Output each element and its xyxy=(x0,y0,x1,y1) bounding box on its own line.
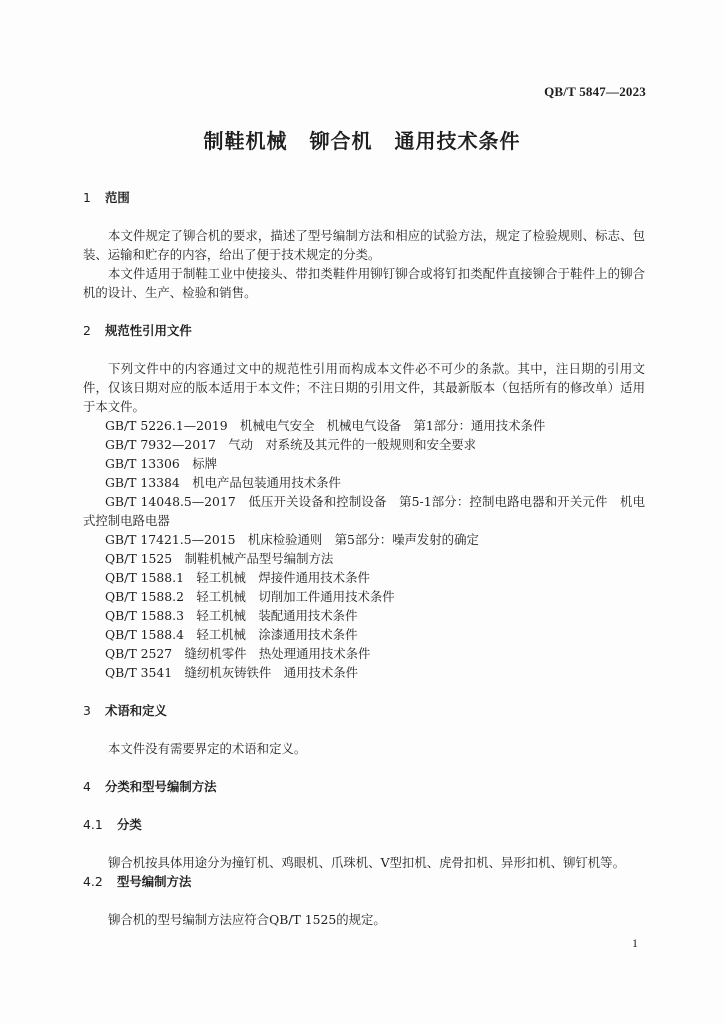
section-number: 3 xyxy=(83,703,91,718)
paragraph: 铆合机的型号编制方法应符合QB/T 1525的规定。 xyxy=(108,912,386,927)
section-3-heading xyxy=(83,701,645,720)
reference-item: QB/T 1588.4 轻工机械 涂漆通用技术条件 xyxy=(105,627,358,642)
reference-item: GB/T 13384 机电产品包装通用技术条件 xyxy=(105,475,341,490)
section-title: 规范性引用文件 xyxy=(105,323,192,338)
reference-item: QB/T 1588.3 轻工机械 装配通用技术条件 xyxy=(105,608,358,623)
subsection-number: 4.1 xyxy=(83,817,103,832)
subsection-4-2-heading xyxy=(83,872,645,891)
section-number: 2 xyxy=(83,323,91,338)
title-part-2: 铆合机 xyxy=(309,129,373,153)
subsection-4-1-heading xyxy=(83,815,645,834)
reference-item: GB/T 13306 标牌 xyxy=(105,456,217,471)
reference-item: GB/T 7932—2017 气动 对系统及其元件的一般规则和安全要求 xyxy=(105,437,477,452)
section-1-heading xyxy=(83,188,645,207)
reference-item: QB/T 3541 缝纫机灰铸铁件 通用技术条件 xyxy=(105,665,359,680)
standard-code: QB/T 5847—2023 xyxy=(544,84,646,99)
title-part-3: 通用技术条件 xyxy=(394,129,521,153)
paragraph: 本文件没有需要界定的术语和定义。 xyxy=(108,741,307,756)
section-number: 1 xyxy=(83,190,91,205)
reference-item: GB/T 17421.5—2015 机床检验通则 第5部分：噪声发射的确定 xyxy=(105,532,479,547)
section-number: 4 xyxy=(83,779,91,794)
section-title: 分类和型号编制方法 xyxy=(105,779,217,794)
subsection-title: 型号编制方法 xyxy=(117,874,192,889)
paragraph: 下列文件中的内容通过文中的规范性引用而构成本文件必不可少的条款。其中，注日期的引用文件，仅该日期对应的版本适用于本文件；不注日期的引用文件，其最新版本（包括所有的修改单）适用于本文件。 xyxy=(83,361,645,414)
document-title xyxy=(0,125,724,154)
section-title: 术语和定义 xyxy=(105,703,167,718)
paragraph: 本文件适用于制鞋工业中使接头、带扣类鞋件用铆钉铆合或将钉扣类配件直接铆合于鞋件上的铆合机的设计、生产、检验和销售。 xyxy=(83,266,645,300)
reference-item: QB/T 1588.1 轻工机械 焊接件通用技术条件 xyxy=(105,570,370,585)
page-number: 1 xyxy=(632,936,638,950)
subsection-title: 分类 xyxy=(117,817,142,832)
reference-item: GB/T 5226.1—2019 机械电气安全 机械电气设备 第1部分：通用技术条件 xyxy=(105,418,546,433)
title-part-1: 制鞋机械 xyxy=(203,129,288,153)
section-4-heading xyxy=(83,777,645,796)
reference-item: QB/T 2527 缝纫机零件 热处理通用技术条件 xyxy=(105,646,371,661)
subsection-number: 4.2 xyxy=(83,874,103,889)
paragraph: 铆合机按具体用途分为撞钉机、鸡眼机、爪珠机、V型扣机、虎骨扣机、异形扣机、铆钉机等。 xyxy=(108,855,625,870)
reference-item: GB/T 14048.5—2017 低压开关设备和控制设备 第5-1部分：控制电路电器和开关元件 机电式控制电路电器 xyxy=(83,494,645,528)
paragraph: 本文件规定了铆合机的要求，描述了型号编制方法和相应的试验方法，规定了检验规则、标志、包装、运输和贮存的内容，给出了便于技术规定的分类。 xyxy=(83,228,645,262)
reference-item: QB/T 1525 制鞋机械产品型号编制方法 xyxy=(105,551,334,566)
section-title: 范围 xyxy=(105,190,130,205)
reference-item: QB/T 1588.2 轻工机械 切削加工件通用技术条件 xyxy=(105,589,395,604)
document-body xyxy=(83,188,645,929)
section-2-heading xyxy=(83,321,645,340)
